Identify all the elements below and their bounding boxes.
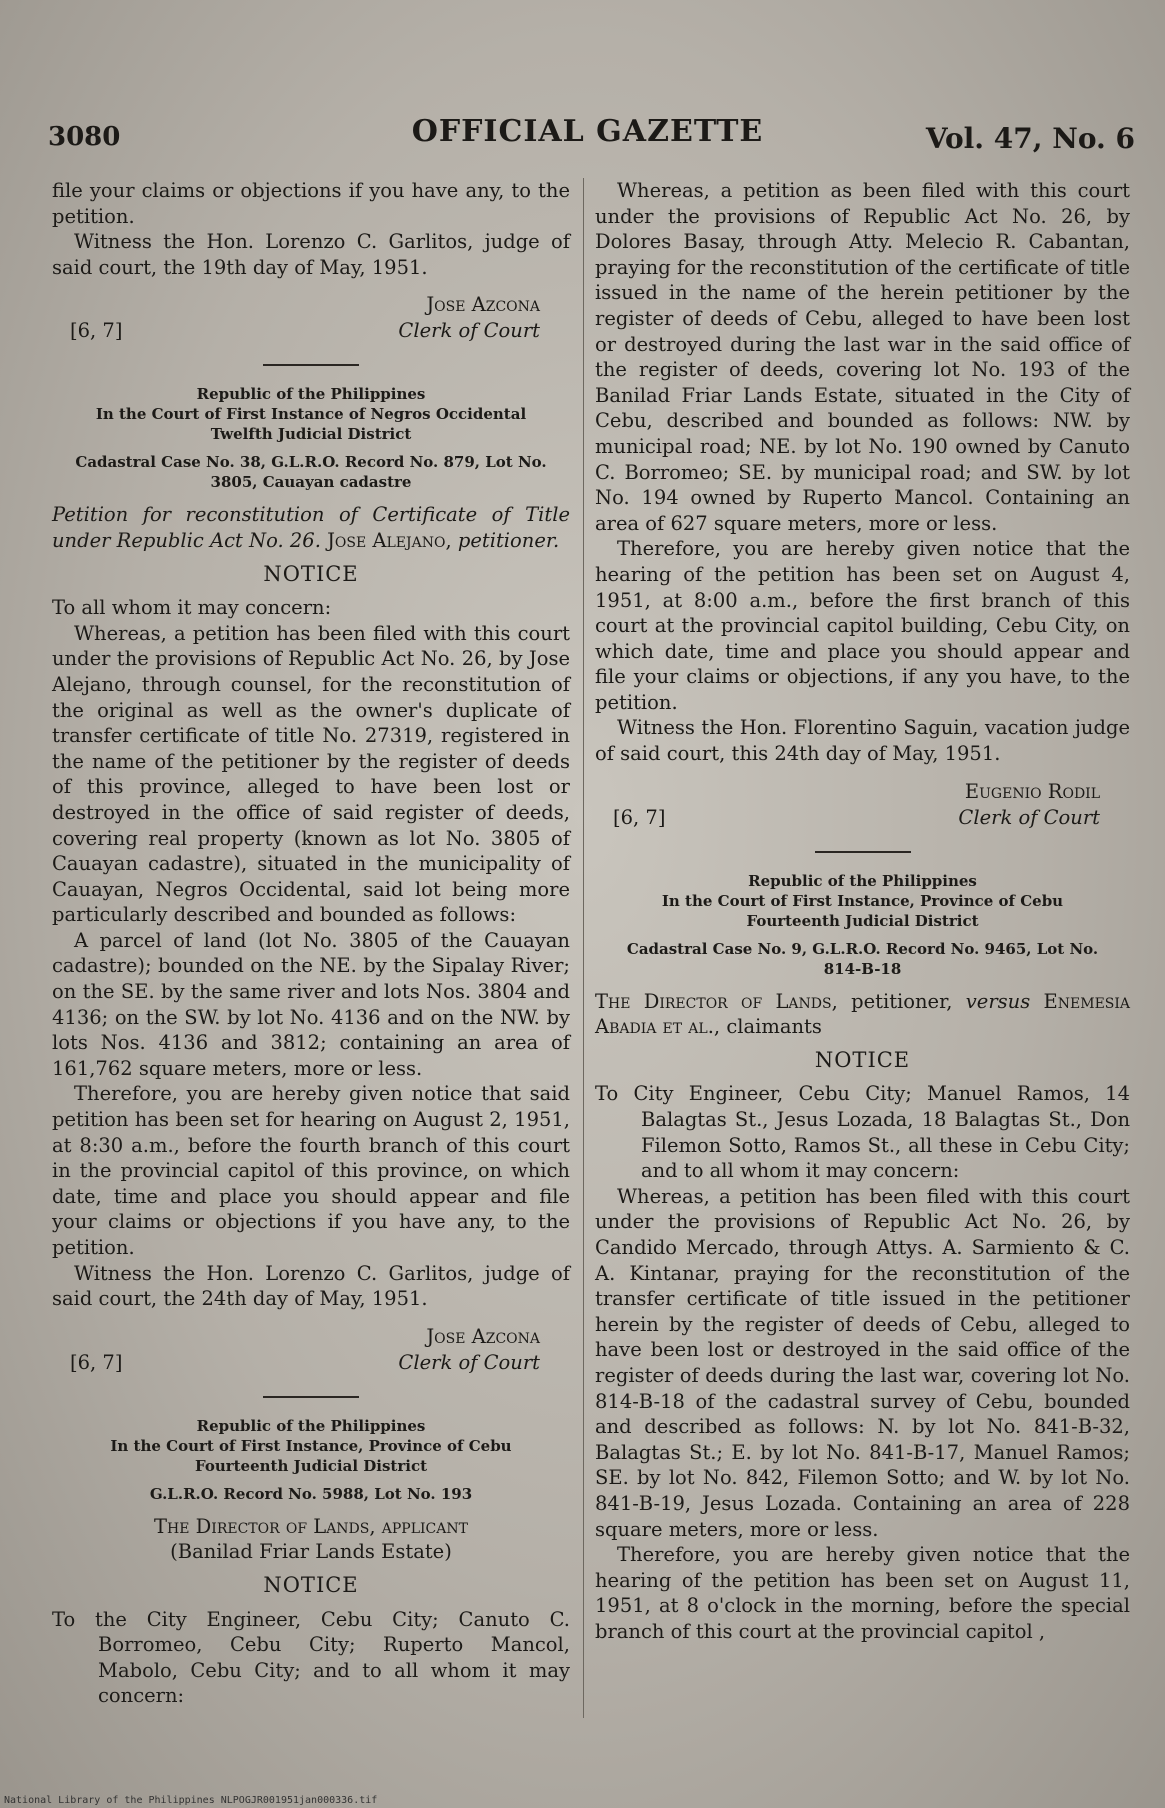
whereas-paragraph: Whereas, a petition as been filed with this court under the provisions of Republic Act No. 26, by Dolores Basay, through Atty. Melecio R. Cabantan, praying for the reconstitution of the certificate of title issued in the name of the herein petitioner by the register of deeds of Cebu, alleged to have been lost or destroyed during the last war in the said office of the register of deeds, covering lot No. 193 of the Banilad Friar Lands Estate, situated in the City of Cebu, described and bounded as follows: NW. by municipal road; NE. by lot No. 190 owned by Canuto C. Borromeo; SE. by municipal road; and SW. by lot No. 194 owned by Ruperto Mancol. Containing an area of 627 square meters, more or less.	[595, 179, 1130, 535]
notice-heading: NOTICE	[814, 1047, 911, 1072]
petitioner-role: petitioner,	[851, 989, 953, 1013]
therefore-paragraph: Therefore, you are hereby given notice that said petition has been set for hearing on August 2, 1951, at 8:30 a.m., before the fourth branch of this court in the provincial capitol of this province, on which date, time and place you should appear and file your claims or objections if you have any, to the petition.	[52, 1082, 570, 1259]
therefore-paragraph: Therefore, you are hereby given notice that the hearing of the petition has been set on August 4, 1951, at 8:00 a.m., before the first branch of this court at the provincial capitol building, Cebu City, on which date, time and place you should appear and file your claims or objections, if any you have, to the petition.	[595, 537, 1130, 714]
case-title	[595, 989, 1130, 1040]
title-line: The Director of Lands, applicant	[154, 1514, 468, 1538]
right-column	[595, 178, 1130, 1645]
court-line: Republic of the Philippines	[196, 1416, 426, 1435]
claimant-name: Enemesia Abadia et al.,	[595, 989, 1131, 1039]
issue-ref: [6, 7]	[613, 805, 666, 829]
petitioner-name: The Director of Lands,	[595, 989, 838, 1013]
therefore-paragraph: Therefore, you are hereby given notice that the hearing of the petition has been set on August 11, 1951, at 8 o'clock in the morning, before the special branch of this court at the provincial capitol ,	[595, 1543, 1130, 1643]
clerk-role: Clerk of Court	[958, 805, 1100, 829]
court-line: Republic of the Philippines	[748, 871, 977, 890]
addressee: To the City Engineer, Cebu City; Canuto C. Borromeo, Cebu City; Ruperto Mancol, Mabolo, Cebu City; and to all whom it may concern:	[52, 1607, 570, 1708]
signature-block	[52, 1324, 570, 1380]
court-line: Fourteenth Judicial District	[746, 911, 979, 930]
court-line: In the Court of First Instance, Province of Cebu	[110, 1436, 512, 1455]
issue-ref: [6, 7]	[70, 1350, 123, 1374]
court-line: Republic of the Philippines	[196, 385, 426, 404]
claimant-role: claimants	[726, 1015, 822, 1039]
court-line: Fourteenth Judicial District	[194, 1456, 428, 1475]
clerk-role: Clerk of Court	[398, 1350, 540, 1374]
whereas-paragraph: Whereas, a petition has been filed with this court under the provisions of Republic Act No. 26, by Candido Mercado, through Attys. A. Sarmiento & C. A. Kintanar, praying for the reconstitution of the transfer certificate of title issued in the petitioner herein by the register of deeds of Cebu, alleged to have been lost or destroyed in the said office of the register of deeds during the last war, covering lot No. 814-B-18 of the cadastral survey of Cebu, bounded and described as follows: N. by lot No. 841-B-32, Balagtas St.; E. by lot No. 841-B-17, Manuel Ramos; SE. by lot No. 842, Filemon Sotto; and W. by lot No. 841-B-19, Jesus Lozada. Containing an area of 228 square meters, more or less.	[595, 1184, 1130, 1541]
section-rule	[815, 851, 911, 853]
petitioner-role: petitioner.	[457, 528, 560, 552]
page-header	[40, 104, 1135, 154]
petitioner-name: Jose Alejano,	[327, 528, 452, 552]
scan-footer: National Library of the Philippines NLPOGJR001951jan000336.tif	[4, 1795, 378, 1806]
gazette-title: OFFICIAL GAZETTE	[411, 114, 764, 149]
volume-number: Vol. 47, No. 6	[925, 122, 1135, 155]
clerk-role: Clerk of Court	[398, 319, 540, 343]
court-line: In the Court of First Instance, Province of Cebu	[661, 891, 1064, 910]
clerk-name: Eugenio Rodil	[964, 779, 1100, 803]
court-line: Twelfth Judicial District	[210, 425, 412, 444]
title-line: (Banilad Friar Lands Estate)	[170, 1540, 452, 1564]
case-line: Cadastral Case No. 38, G.L.R.O. Record No. 879, Lot No.	[75, 453, 547, 472]
case-line: 814-B-18	[823, 959, 902, 978]
clerk-name: Jose Azcona	[426, 1324, 540, 1348]
notice-heading: NOTICE	[263, 1572, 359, 1597]
column-divider	[583, 178, 584, 1718]
parcel-paragraph: A parcel of land (lot No. 3805 of the Cauayan cadastre); bounded on the NE. by the Sipalay River; on the SE. by the same river and lots Nos. 3804 and 4136; on the SW. by lot No. 4136 and on the NW. by lots Nos. 4136 and 3812; containing an area of 161,762 square meters, more or less.	[52, 928, 570, 1080]
notice-heading: NOTICE	[263, 561, 359, 586]
case-line: Cadastral Case No. 9, G.L.R.O. Record No. 9465, Lot No.	[626, 939, 1099, 958]
petition-italic: Petition for reconstitution of Certificate of Title under Republic Act No. 26.	[52, 503, 570, 552]
page-number: 3080	[48, 122, 121, 152]
versus: versus	[965, 989, 1031, 1013]
case-line: G.L.R.O. Record No. 5988, Lot No. 193	[149, 1484, 473, 1503]
witness-paragraph: Witness the Hon. Florentino Saguin, vacation judge of said court, this 24th day of May, 1951.	[595, 716, 1130, 766]
section-rule	[263, 364, 359, 366]
case-line: 3805, Cauayan cadastre	[210, 473, 412, 492]
notice-banilad	[52, 1416, 570, 1709]
whereas-paragraph: Whereas, a petition has been filed with this court under the provisions of Republic Act No. 26, by Jose Alejano, through counsel, for the reconstitution of the original as well as the owner's duplicate of transfer certificate of title No. 27319, registered in the name of the petitioner by the register of deeds of this province, alleged to have been lost or destroyed in the office of said register of deeds, covering real property (known as lot No. 3805 of Cauayan cadastre), situated in the municipality of Cauayan, Negros Occidental, said lot being more particularly described and bounded as follows:	[52, 621, 570, 927]
addressee: To all whom it may concern:	[52, 596, 332, 620]
petition-caption	[52, 502, 570, 553]
left-column	[52, 178, 570, 1709]
addressee: To City Engineer, Cebu City; Manuel Ramos, 14 Balagtas St., Jesus Lozada, 18 Balagtas St., Don Filemon Sotto, Ramos St., all these in Cebu City; and to all whom it may concern:	[595, 1082, 1130, 1183]
notice-negros	[52, 384, 570, 1379]
signature-block	[52, 292, 570, 348]
signature-block	[595, 779, 1130, 835]
notice-cadastral	[595, 871, 1130, 1645]
witness-paragraph: Witness the Hon. Lorenzo C. Garlitos, judge of said court, the 24th day of May, 1951.	[52, 1261, 570, 1311]
issue-ref: [6, 7]	[70, 319, 123, 343]
court-line: In the Court of First Instance of Negros Occidental	[95, 405, 527, 424]
clerk-name: Jose Azcona	[426, 293, 540, 317]
section-rule	[263, 1396, 359, 1398]
witness-paragraph: Witness the Hon. Lorenzo C. Garlitos, judge of said court, the 19th day of May, 1951.	[52, 230, 570, 279]
continued-paragraph: file your claims or objections if you have any, to the petition.	[52, 179, 570, 228]
